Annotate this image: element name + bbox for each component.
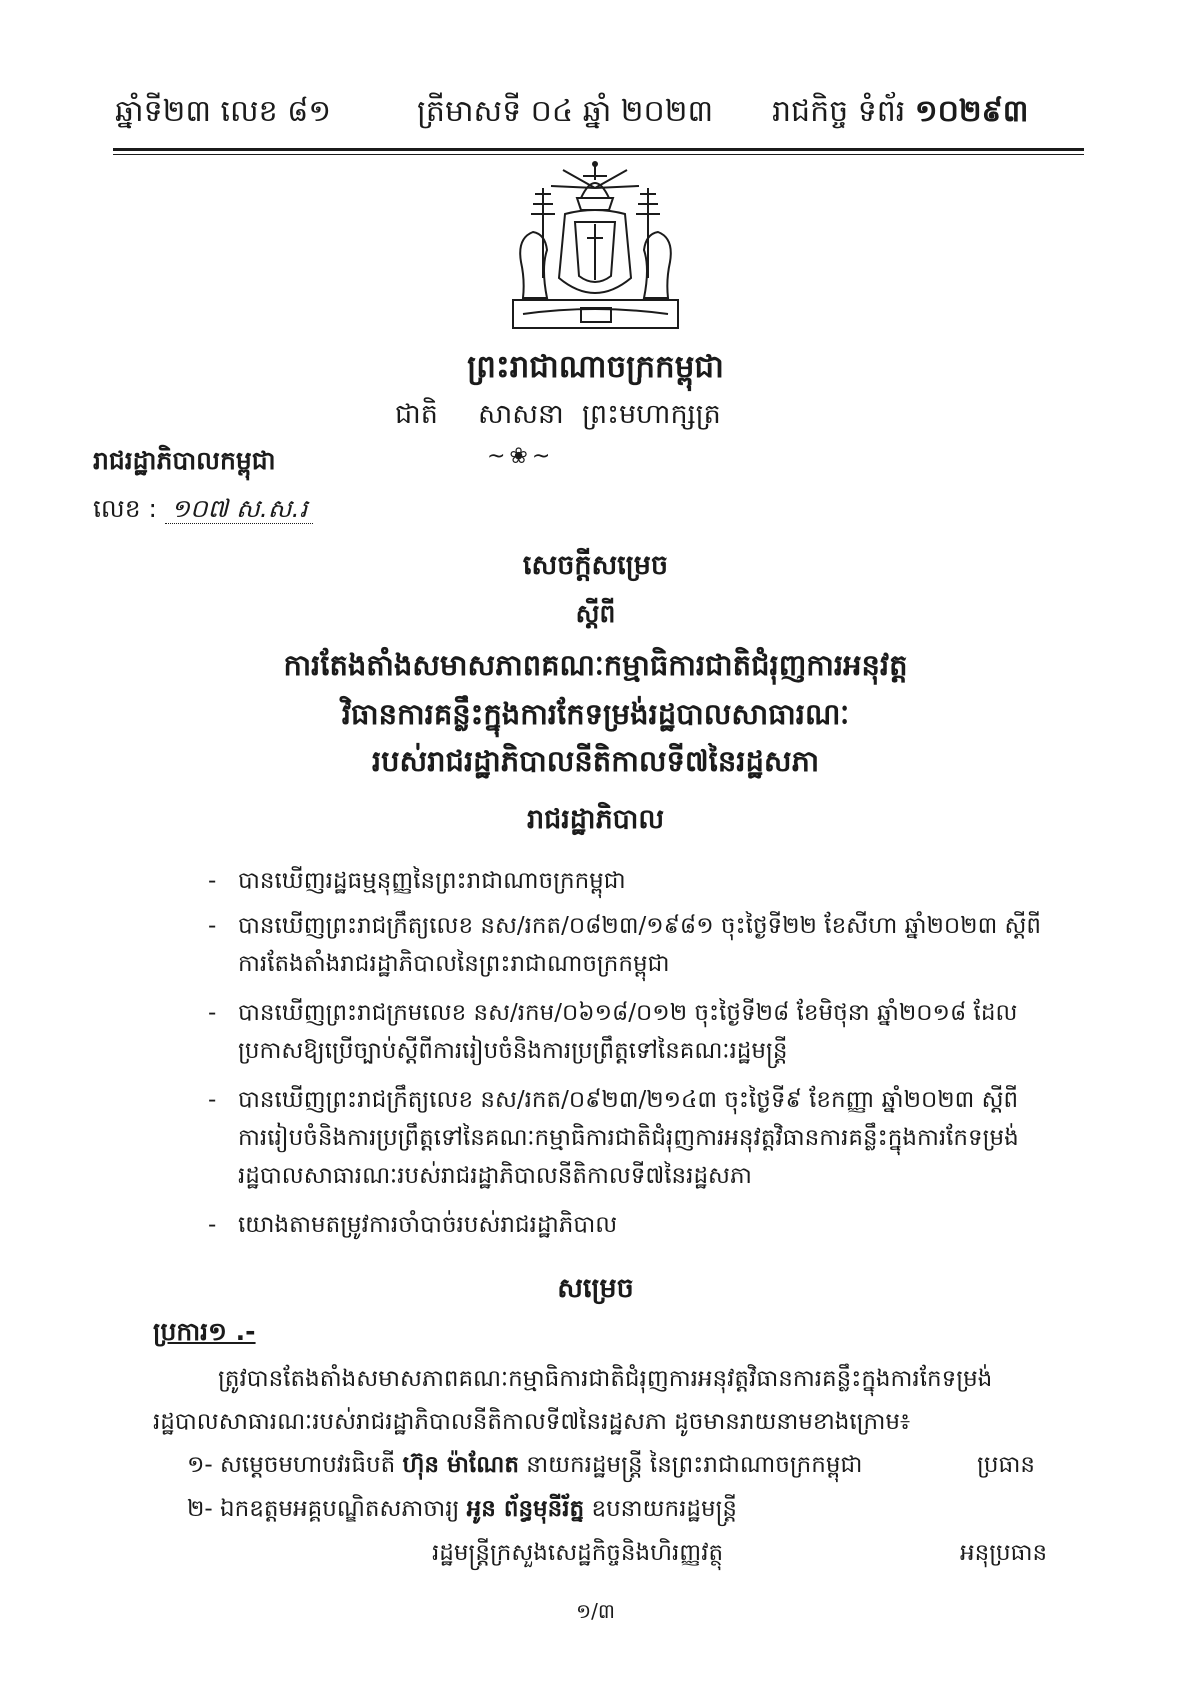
decision-subject-line-3: របស់រាជរដ្ឋាភិបាលនីតិកាលទី៧នៃរដ្ឋសភា xyxy=(371,744,820,778)
article-1-label: ប្រការ១ .- xyxy=(153,1317,256,1346)
royal-coat-of-arms-icon xyxy=(503,158,688,344)
decides-heading: សម្រេច xyxy=(557,1273,634,1304)
issuer-number-value: ១០៧ ស.ស.រ xyxy=(165,494,314,524)
member-1 xyxy=(187,1451,862,1484)
kingdom-title: ព្រះរាជាណាចក្រកម្ពុជា xyxy=(467,349,724,385)
article-1-body-line-1: ត្រូវបានតែងតាំងសមាសភាពគណៈកម្មាធិការជាតិជំរុញការអនុវត្តវិធានការគន្លឹះក្នុងការកែទម្រង់ xyxy=(218,1366,993,1392)
decision-authority: រាជរដ្ឋាភិបាល xyxy=(526,804,665,835)
member-2 xyxy=(187,1495,737,1528)
article-1-body-line-2: រដ្ឋបាលសាធារណៈរបស់រាជរដ្ឋាភិបាលនីតិកាលទី៧នៃរដ្ឋសភា ដូចមានរាយនាមខាងក្រោម៖ xyxy=(153,1409,911,1435)
gazette-page-ref xyxy=(772,92,1028,136)
member-2-role: អនុប្រធាន xyxy=(960,1540,1048,1566)
consideration-item: - បានឃើញព្រះរាជក្រឹត្យលេខ នស/រកត/០៨២៣/១៩៨១ ចុះថ្ងៃទី២២ ខែសីហា ឆ្នាំ២០២៣ ស្តីពី ការតែងតាំងរាជរដ្ឋាភិបាលនៃព្រះរាជាណាចក្រកម្ពុជា xyxy=(208,913,1042,977)
member-1-prefix: ១- សម្តេចមហាបវរធិបតី xyxy=(187,1452,396,1478)
consideration-item: - បានឃើញព្រះរាជក្រឹត្យលេខ នស/រកត/០៩២៣/២១៤៣ ចុះថ្ងៃទី៩ ខែកញ្ញា ឆ្នាំ២០២៣ ស្តីពី ការរៀបចំនិងការប្រព្រឹត្តទៅនៃគណៈកម្មាធិការជាតិជំរុញការអនុវត្តវិធានការគន្លឹះក្នុងការកែទម្រង់ រដ្ឋបាលសាធារណៈរបស់រាជរដ្ឋាភិបាលនីតិកាលទី៧នៃរដ្ឋសភា xyxy=(208,1087,1019,1189)
gazette-page-number: ១០២៩៣ xyxy=(914,94,1029,129)
member-1-name: ហ៊ុន ម៉ាណែត xyxy=(402,1452,519,1478)
gazette-quarter: ត្រីមាសទី ០៤ ឆ្នាំ ២០២៣ xyxy=(417,94,714,129)
consideration-item: - បានឃើញរដ្ឋធម្មនុញ្ញនៃព្រះរាជាណាចក្រកម្ពុជា xyxy=(208,868,626,894)
issuer-name: រាជរដ្ឋាភិបាលកម្ពុជា xyxy=(93,446,276,475)
member-2-prefix: ២- ឯកឧត្តមអគ្គបណ្ឌិតសភាចារ្យ xyxy=(187,1496,460,1522)
member-2-title-line-2: រដ្ឋមន្ត្រីក្រសួងសេដ្ឋកិច្ចនិងហិរញ្ញវត្ថុ xyxy=(432,1540,724,1566)
consideration-item: - បានឃើញព្រះរាជក្រមលេខ នស/រកម/០៦១៨/០១២ ចុះថ្ងៃទី២៨ ខែមិថុនា ឆ្នាំ២០១៨ ដែល ប្រកាសឱ្យប្រើច្បាប់ស្តីពីការរៀបចំនិងការប្រព្រឹត្តទៅនៃគណៈរដ្ឋមន្ត្រី xyxy=(208,1000,1018,1064)
decision-on: ស្តីពី xyxy=(575,599,616,628)
ornament-divider: ~❀~ xyxy=(487,444,555,469)
issuer-number-label: លេខ : xyxy=(93,494,157,523)
member-1-title: នាយករដ្ឋមន្ត្រី នៃព្រះរាជាណាចក្រកម្ពុជា xyxy=(526,1452,863,1478)
decision-subject-line-1: ការតែងតាំងសមាសភាពគណៈកម្មាធិការជាតិជំរុញការអនុវត្ត xyxy=(283,648,908,682)
header-rule-thin xyxy=(113,154,1084,155)
issuer-number xyxy=(93,494,313,530)
header-rule xyxy=(113,148,1084,151)
gazette-year-issue: ឆ្នាំទី២៣ លេខ ៨១ xyxy=(115,94,332,129)
member-1-role: ប្រធាន xyxy=(977,1452,1035,1478)
page-number: ១/៣ xyxy=(576,1599,615,1623)
motto-nation: ជាតិ xyxy=(395,399,438,430)
decision-subject-line-2: វិធានការគន្លឹះក្នុងការកែទម្រង់រដ្ឋបាលសាធារណៈ xyxy=(341,697,850,731)
decision-title: សេចក្តីសម្រេច xyxy=(522,550,669,581)
consideration-item: - យោងតាមតម្រូវការចាំបាច់របស់រាជរដ្ឋាភិបាល xyxy=(208,1212,618,1238)
motto-king: ព្រះមហាក្សត្រ xyxy=(582,399,721,430)
motto-religion: សាសនា xyxy=(478,399,564,430)
gazette-page-label: រាជកិច្ច ទំព័រ xyxy=(772,94,906,129)
member-2-name: អូន ព័ន្ធមុនីរ័ត្ន xyxy=(466,1496,585,1522)
member-2-title: ឧបនាយករដ្ឋមន្ត្រី xyxy=(591,1496,738,1522)
